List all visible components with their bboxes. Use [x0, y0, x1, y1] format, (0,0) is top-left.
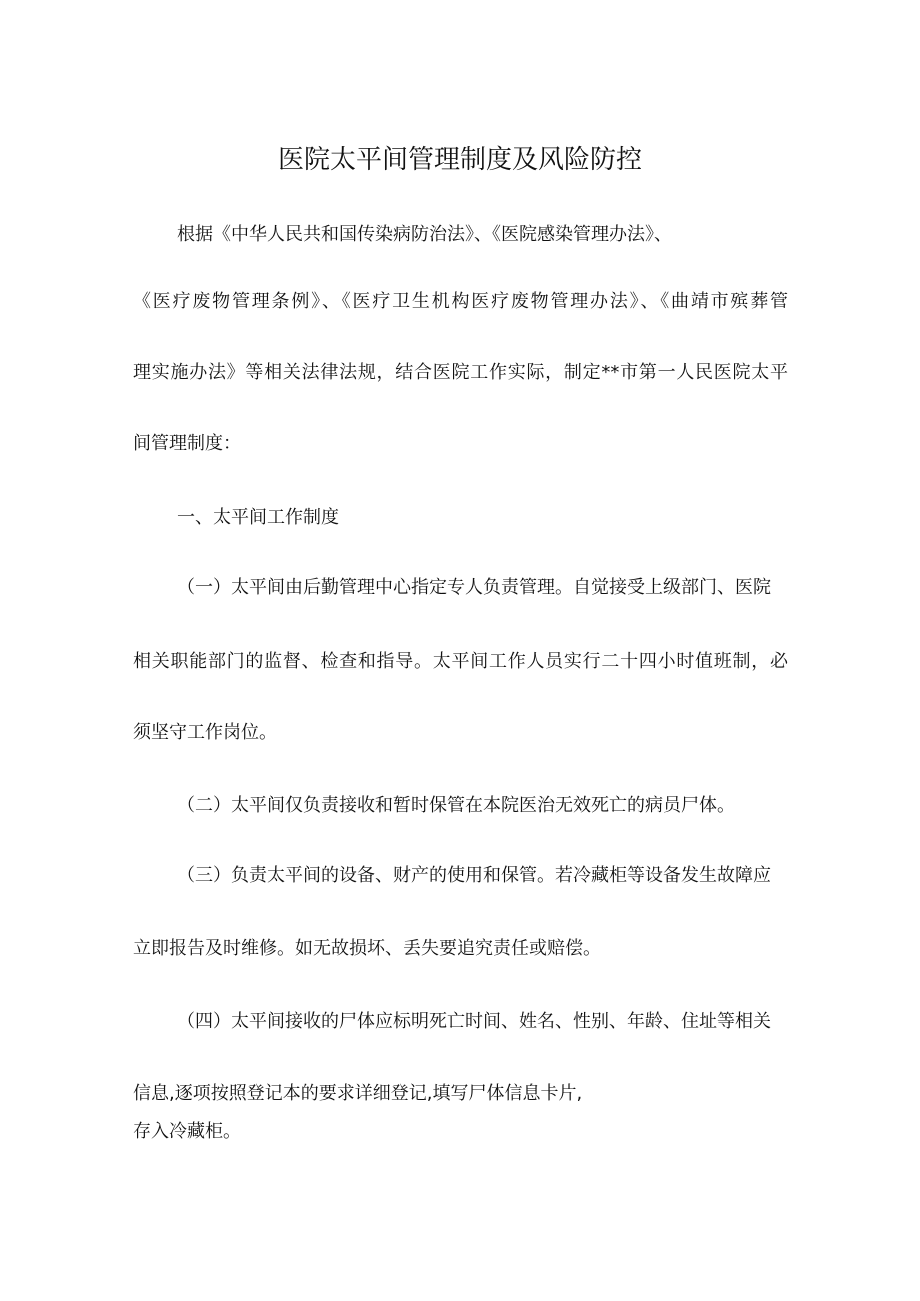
paragraph-line: （二）太平间仅负责接收和暂时保管在本院医治无效死亡的病员尸体。 [177, 795, 735, 816]
paragraph-line: 须坚守工作岗位。 [133, 722, 277, 743]
paragraph-line: （四）太平间接收的尸体应标明死亡时间、姓名、性别、年龄、住址等相关 [177, 1011, 771, 1032]
section-heading: 一、太平间工作制度 [177, 507, 339, 528]
paragraph-line: （一）太平间由后勤管理中心指定专人负责管理。自觉接受上级部门、医院 [177, 577, 771, 598]
paragraph-line: 存入冷藏柜。 [133, 1121, 241, 1142]
paragraph-line: 立即报告及时维修。如无故损坏、丢失要追究责任或赔偿。 [133, 938, 601, 959]
paragraph-line: 根据《中华人民共和国传染病防治法》、《医院感染管理办法》、 [177, 224, 672, 245]
paragraph-line: 相关职能部门的监督、检查和指导。太平间工作人员实行二十四小时值班制，必 [133, 651, 788, 672]
paragraph-line: 理实施办法》等相关法律法规，结合医院工作实际，制定**市第一人民医院太平 [133, 362, 788, 383]
paragraph-line: 《医疗废物管理条例》、《医疗卫生机构医疗废物管理办法》、《曲靖市殡葬管 [133, 291, 788, 312]
document-title: 医院太平间管理制度及风险防控 [277, 145, 642, 175]
paragraph-line: （三）负责太平间的设备、财产的使用和保管。若冷藏柜等设备发生故障应 [177, 865, 771, 886]
paragraph-line: 信息,逐项按照登记本的要求详细登记,填写尸体信息卡片, [133, 1083, 583, 1104]
paragraph-line: 间管理制度： [133, 433, 241, 454]
